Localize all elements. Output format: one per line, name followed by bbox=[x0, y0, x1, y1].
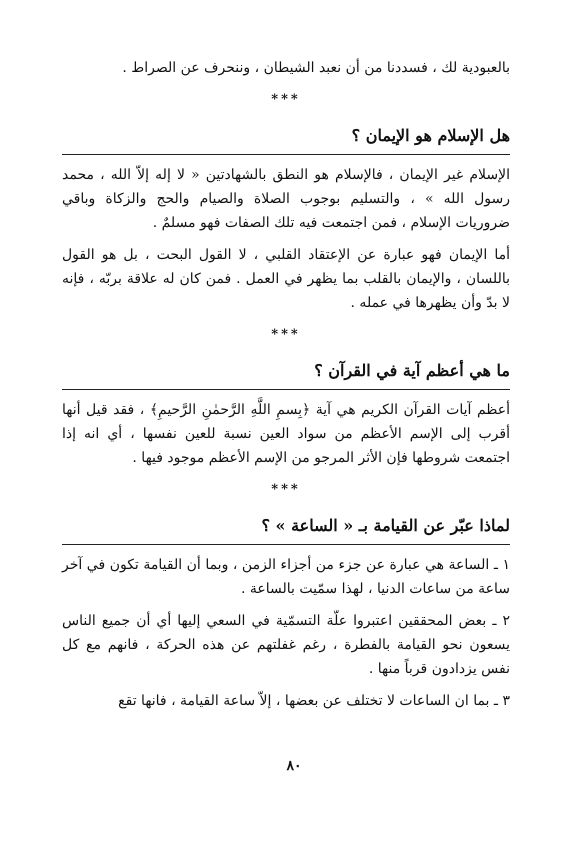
separator: *** bbox=[271, 92, 301, 107]
numbered-paragraph: ٢ ـ بعض المحققين اعتبروا علّة التسمّية في السعي إليها أي أن جميع الناس يسعون نحو القيامة بالفطرة ، رغم غفلتهم عن هذه الحركة ، فانهم مع كل نفس يزدادون قرباً منها . bbox=[62, 613, 510, 677]
section-the-hour bbox=[62, 514, 510, 713]
section-heading: ما هي أعظم آية في القرآن ؟ bbox=[62, 359, 510, 390]
separator: *** bbox=[271, 327, 301, 342]
paragraph: أما الإيمان فهو عبارة عن الإعتقاد القلبي ، لا القول البحت ، بل هو القول باللسان ، والإيمان بالقلب بما يظهر في العمل . فمن كان له علاقة بربّه ، فإنه لا بدّ وأن يظهرها في عمله . bbox=[62, 247, 510, 311]
separator: *** bbox=[271, 482, 301, 497]
page-body bbox=[62, 56, 510, 721]
paragraph: أعظم آيات القرآن الكريم هي آية ﴿بِسمِ اللَّهِ الرَّحمٰنِ الرَّحيمِ﴾ ، فقد قيل أنها أقرب إلى الإسم الأعظم من سواد العين نسبة للعين نفسها ، أي انه إذا اجتمعت شروطها فإن الأثر المرجو من الإسم الأعظم موجود فيها . bbox=[62, 402, 510, 466]
paragraph: الإسلام غير الإيمان ، فالإسلام هو النطق بالشهادتين « لا إله إلاّ الله ، محمد رسول الله » ، والتسليم بوجوب الصلاة والصيام والحج والزكاة وباقي ضروريات الإسلام ، فمن اجتمعت فيه تلك الصفات فهو مسلمٌ . bbox=[62, 167, 510, 231]
section-heading: هل الإسلام هو الإيمان ؟ bbox=[62, 124, 510, 155]
intro-paragraph: بالعبودية لك ، فسددنا من أن نعبد الشيطان ، وننحرف عن الصراط . bbox=[122, 60, 510, 76]
numbered-paragraph: ٣ ـ بما ان الساعات لا تختلف عن بعضها ، إلاّ ساعة القيامة ، فانها تقع bbox=[118, 693, 510, 709]
section-islam-iman bbox=[62, 124, 510, 315]
page-number: ٨٠ bbox=[286, 758, 302, 774]
section-greatest-verse bbox=[62, 359, 510, 470]
numbered-paragraph: ١ ـ الساعة هي عبارة عن جزء من أجزاء الزمن ، وبما أن القيامة تكون في آخر ساعة من ساعات الدنيا ، لهذا سمّيت بالساعة . bbox=[62, 557, 510, 597]
section-heading: لماذا عبّر عن القيامة بـ « الساعة » ؟ bbox=[62, 514, 510, 545]
